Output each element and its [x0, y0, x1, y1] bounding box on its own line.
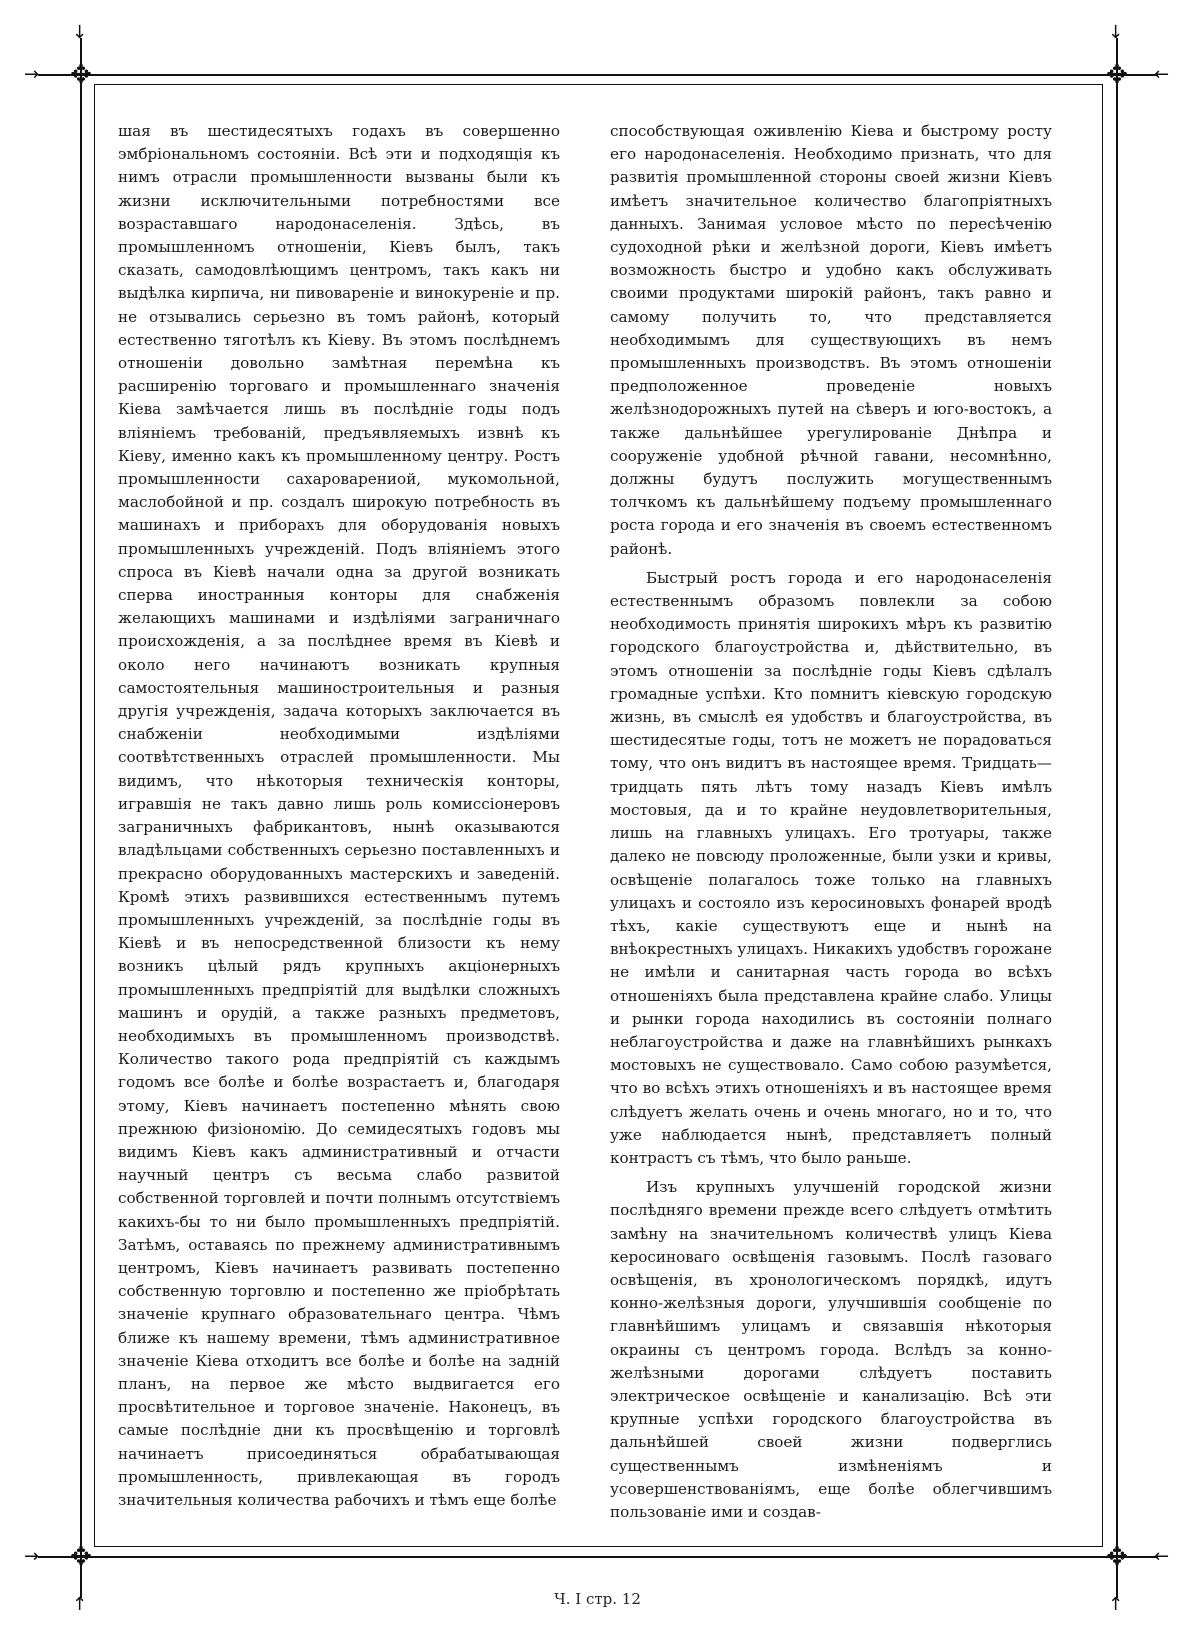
left-text-column [118, 120, 560, 1512]
frame-top-outer-rule [38, 74, 1158, 76]
arrow-down-icon: ↓ [1108, 22, 1124, 43]
right-paragraph-3: Изъ крупныхъ улучшеній городской жизни послѣдняго времени прежде всего слѣдуетъ отмѣтить замѣну на значительномъ количествѣ улицъ Кіева керосиноваго освѣщенія газовымъ. Послѣ газоваго освѣщенія, въ хронологическомъ порядкѣ, идутъ конно-желѣзныя дороги, улучшившія сообщеніе по главнѣйшимъ улицамъ и связавшія нѣкоторыя окраины съ центромъ города. Вслѣдъ за конно-желѣзными дорогами слѣдуетъ поставить электрическое освѣщеніе и канализацію. Всѣ эти крупные успѣхи городского благоустройства въ дальнѣйшей своей жизни подверглись существеннымъ измѣненіямъ и усовершенствованіямъ, еще болѣе облегчившимъ пользованіе ими и создав- [610, 1178, 1052, 1521]
frame-top-inner-rule [94, 84, 1102, 85]
column-divider [578, 120, 579, 1530]
frame-bottom-inner-rule [94, 1546, 1102, 1547]
arrow-left-icon: ← [1154, 1546, 1170, 1567]
frame-right-inner-rule [1102, 84, 1103, 1547]
right-paragraph-2: Быстрый ростъ города и его народонаселенія естественнымъ образомъ повлекли за собою необходимость принятія широкихъ мѣръ къ развитію городского благоустройства и, дѣйствительно, въ этомъ отношеніи за послѣдніе годы Кіевъ сдѣлалъ громадные успѣхи. Кто помнитъ кіевскую городскую жизнь, въ смыслѣ ея удобствъ и благоустройства, въ шестидесятые годы, тотъ не можетъ не порадоваться тому, что онъ видитъ въ настоящее время. Тридцать—тридцать пять лѣтъ тому назадъ Кіевъ имѣлъ мостовыя, да и то крайне неудовлетворительныя, лишь на главныхъ улицахъ. Его тротуары, также далеко не повсюду проложенные, были узки и кривы, освѣщеніе полагалось тоже только на главныхъ улицахъ и состояло изъ керосиновыхъ фонарей вродѣ тѣхъ, какіе существуютъ еще и нынѣ на внѣокрестныхъ улицахъ. Никакихъ удобствъ горожане не имѣли и санитарная часть города во всѣхъ отношеніяхъ была представлена крайне слабо. Улицы и рынки города находились въ состояніи полнаго неблагоустройства и даже на главнѣйшихъ рынкахъ мостовыхъ не существовало. Само собою разумѣется, что во всѣхъ этихъ отношеніяхъ и въ настоящее время слѣдуетъ желать очень и очень многаго, но и то, что уже наблюдается нынѣ, представляетъ полный контрастъ съ тѣмъ, что было раньше. [610, 568, 1052, 1167]
frame-left-inner-rule [94, 84, 95, 1547]
fleuron-cross-icon: ✥ [70, 60, 92, 90]
page-footer: Ч. I стр. 12 [554, 1590, 641, 1608]
arrow-left-icon: ← [1154, 64, 1170, 85]
right-paragraph-1: способствующая оживленію Кіева и быстрому росту его народонаселенія. Необходимо признать, что для развитія промышленной стороны своей жизни Кіевъ имѣетъ значительное количество благопріятныхъ данныхъ. Занимая условое мѣсто по пересѣченію судоходной рѣки и желѣзной дороги, Кіевъ имѣетъ возможность быстро и удобно какъ обслуживать своими продуктами широкій районъ, такъ равно и самому получить то, что представляется необходимымъ для существующихъ въ немъ промышленныхъ производствъ. Въ этомъ отношеніи предположенное проведеніе новыхъ желѣзнодорожныхъ путей на сѣверъ и юго-востокъ, а также дальнѣйшее урегулированіе Днѣпра и сооруженіе удобной рѣчной гавани, несомнѣнно, должны будутъ послужить могущественнымъ толчкомъ къ дальнѣйшему подъему промышленнаго роста города и его значенія въ своемъ естественномъ районѣ. [610, 122, 1052, 558]
left-paragraph-1: шая въ шестидесятыхъ годахъ въ совершенно эмбріональномъ состояніи. Всѣ эти и подходящія къ нимъ отрасли промышленности вызваны были къ жизни исключительными потребностями все возраставшаго народонаселенія. Здѣсь, въ промышленномъ отношеніи, Кіевъ былъ, такъ сказать, самодовлѣющимъ центромъ, такъ какъ ни выдѣлка кирпича, ни пивовареніе и винокуреніе и пр. не отзывались серьезно въ томъ районѣ, который естественно тяготѣлъ къ Кіеву. Въ этомъ послѣднемъ отношеніи довольно замѣтная перемѣна къ расширенію торговаго и промышленнаго значенія Кіева замѣчается лишь въ послѣдніе годы подъ вліяніемъ требованій, предъявляемыхъ извнѣ къ Кіеву, именно какъ къ промышленному центру. Ростъ промышленности сахароварениой, мукомольной, маслобойной и пр. создалъ широкую потребность въ машинахъ и приборахъ для оборудованія новыхъ промышленныхъ учрежденій. Подъ вліяніемъ этого спроса въ Кіевѣ начали одна за другой возникать сперва иностранныя конторы для снабженія желающихъ машинами и издѣліями заграничнаго происхожденія, а за послѣднее время въ Кіевѣ и около него начинаютъ возникать крупныя самостоятельныя машиностроительныя и разныя другія учрежденія, задача которыхъ заключается въ снабженіи необходимыми издѣліями соотвѣтственныхъ отраслей промышленности. Мы видимъ, что нѣкоторыя техническія конторы, игравшія не такъ давно лишь роль комиссіонеровъ заграничныхъ фабрикантовъ, нынѣ оказываются владѣльцами собственныхъ серьезно поставленныхъ и прекрасно оборудованныхъ мастерскихъ и заведеній. Кромѣ этихъ развившихся естественнымъ путемъ промышленныхъ учрежденій, за послѣдніе годы въ Кіевѣ и въ непосредственной близости къ нему возникъ цѣлый рядъ крупныхъ акціонерныхъ промышленныхъ предпріятій для выдѣлки сложныхъ машинъ и орудій, а также разныхъ предметовъ, необходимыхъ въ промышленномъ производствѣ. Количество такого рода предпріятій съ каждымъ годомъ все болѣе и болѣе возрастаетъ и, благодаря этому, Кіевъ начинаетъ постепенно мѣнять свою прежнюю физіономію. До семидесятыхъ годовъ мы видимъ Кіевъ какъ административный и отчасти научный центръ съ весьма слабо развитой собственной торговлей и почти полнымъ отсутствіемъ какихъ-бы то ни было промышленныхъ предпріятій. Затѣмъ, оставаясь по прежнему административнымъ центромъ, Кіевъ начинаетъ развивать постепенно собственную торговлю и постепенно же пріобрѣтать значеніе крупнаго образовательнаго центра. Чѣмъ ближе къ нашему времени, тѣмъ административное значеніе Кіева отходитъ все болѣе и болѣе на задній планъ, на первое же мѣсто выдвигается его просвѣтительное и торговое значеніе. Наконецъ, въ самые послѣдніе дни къ просвѣщенію и торговлѣ начинаетъ присоединяться обрабатывающая промышленность, привлекающая въ городъ значительныя количества рабочихъ и тѣмъ еще болѣе [118, 122, 560, 1509]
frame-left-outer-rule [80, 38, 82, 1598]
fleuron-cross-icon: ✥ [1106, 60, 1128, 90]
fleuron-cross-icon: ✥ [70, 1542, 92, 1572]
right-text-column [610, 120, 1052, 1524]
arrow-right-icon: → [24, 1546, 40, 1567]
arrow-down-icon: ↓ [72, 22, 88, 43]
arrow-up-icon: ↑ [72, 1594, 88, 1615]
arrow-right-icon: → [24, 64, 40, 85]
arrow-up-icon: ↑ [1108, 1594, 1124, 1615]
frame-right-outer-rule [1116, 38, 1118, 1598]
fleuron-cross-icon: ✥ [1106, 1542, 1128, 1572]
frame-bottom-outer-rule [38, 1556, 1158, 1558]
